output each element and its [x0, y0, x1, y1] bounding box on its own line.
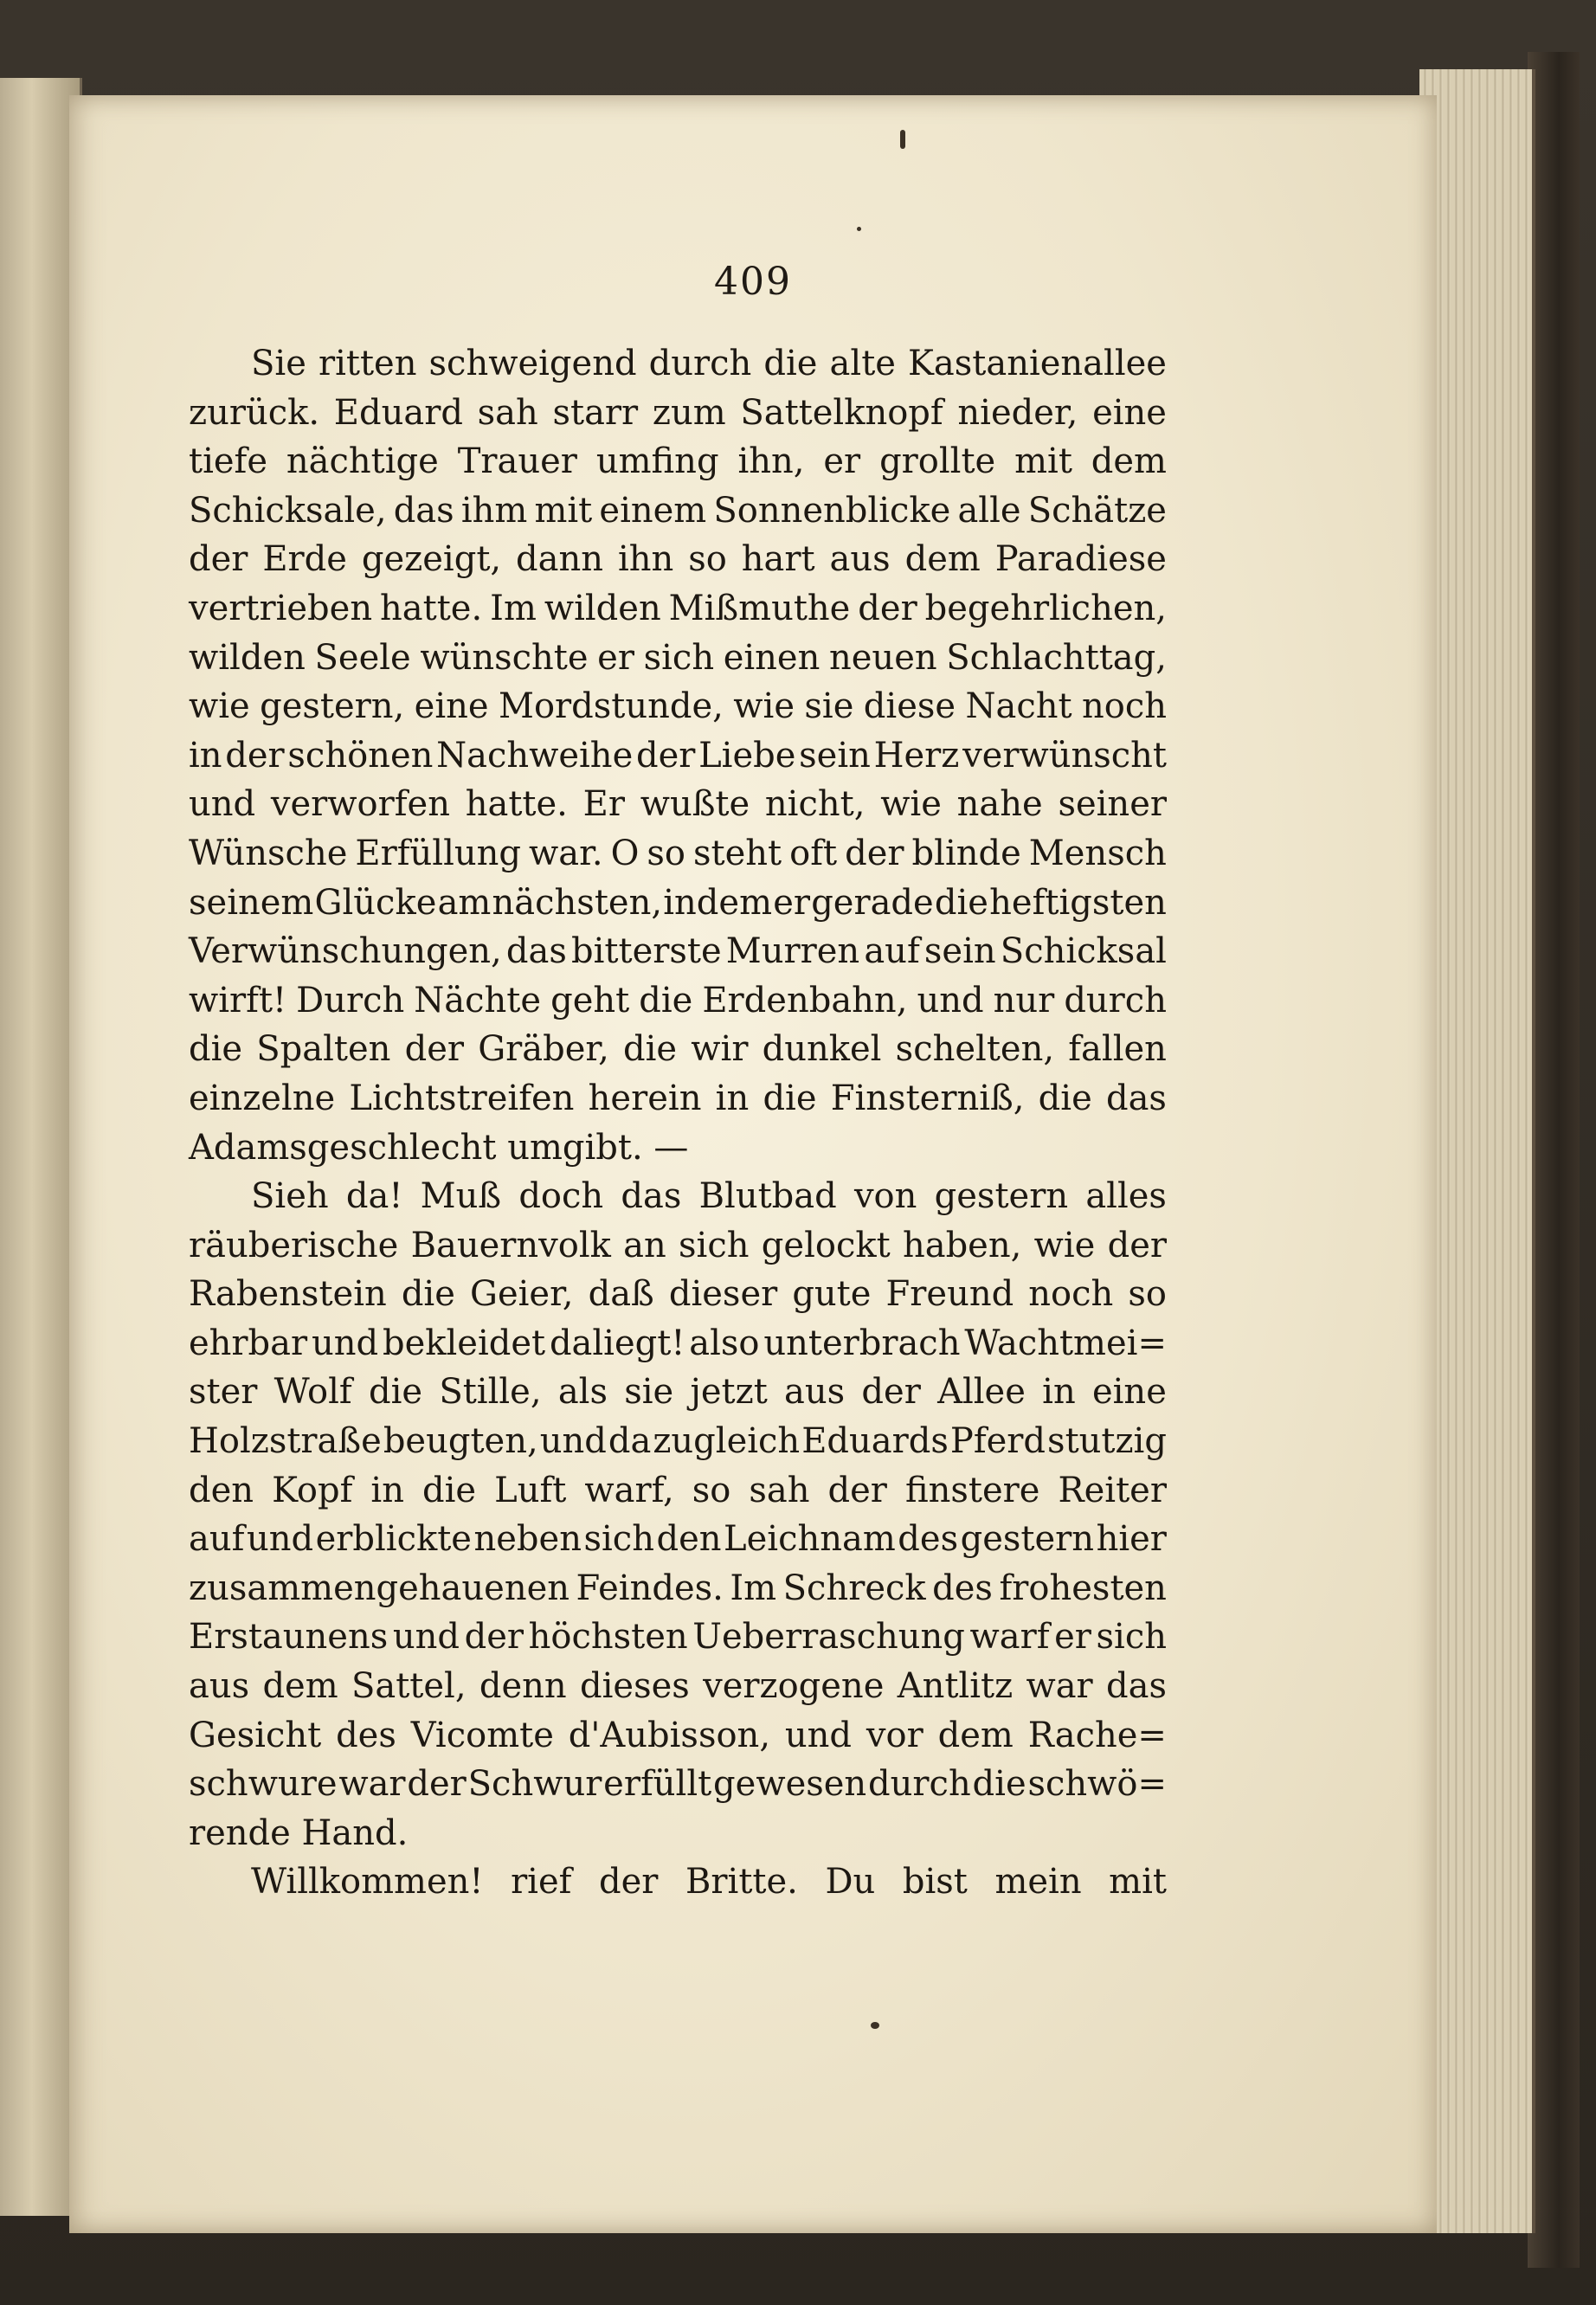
text-line: der Erde gezeigt, dann ihn so hart aus dem Paradiese: [189, 539, 1167, 580]
text-line: Adamsgeschlecht umgibt. —: [189, 1127, 689, 1168]
text-line: zusammengehauenen Feindes. Im Schreck des frohesten: [189, 1568, 1167, 1608]
text-line: aus dem Sattel, denn dieses verzogene Antlitz war das: [189, 1666, 1167, 1707]
text-line: die Spalten der Gräber, die wir dunkel schelten, fallen: [189, 1029, 1167, 1070]
text-line: Schicksale, das ihm mit einem Sonnenblicke alle Schätze: [189, 490, 1167, 531]
text-line: tiefe nächtige Trauer umfing ihn, er grollte mit dem: [189, 441, 1167, 482]
text-line: und verworfen hatte. Er wußte nicht, wie nahe seiner: [189, 784, 1167, 825]
body-text: [189, 339, 1167, 1907]
text-line: Sieh da! Muß doch das Blutbad von gestern alles: [251, 1176, 1167, 1217]
text-line: vertrieben hatte. Im wilden Mißmuthe der begehrlichen,: [189, 588, 1167, 628]
ink-speck: [857, 227, 861, 231]
book-cover-board: [1528, 52, 1580, 2268]
text-line: Rabenstein die Geier, daß dieser gute Freund noch so: [189, 1274, 1167, 1315]
text-line: rende Hand.: [189, 1812, 409, 1853]
text-line: wilden Seele wünschte er sich einen neuen Schlachttag,: [189, 637, 1167, 678]
text-line: räuberische Bauernvolk an sich gelockt haben, wie der: [189, 1225, 1167, 1265]
text-line: einzelne Lichtstreifen herein in die Finsterniß, die das: [189, 1078, 1167, 1118]
text-line: den Kopf in die Luft warf, so sah der finstere Reiter: [189, 1470, 1167, 1510]
text-line: Gesicht des Vicomte d'Aubisson, und vor dem Rache=: [189, 1715, 1167, 1755]
text-line: schwure war der Schwur erfüllt gewesen durch die schwö=: [189, 1764, 1167, 1805]
text-line: Erstaunens und der höchsten Ueberraschung warf er sich: [189, 1617, 1167, 1658]
text-line: Sie ritten schweigend durch die alte Kastanienallee: [251, 344, 1167, 383]
text-line: Wünsche Erfüllung war. O so steht oft der blinde Mensch: [189, 833, 1167, 873]
ink-speck: [871, 2022, 879, 2029]
page-stack-edges: [1419, 69, 1535, 2233]
text-line: Holzstraße beugten, und da zugleich Eduards Pferd stutzig: [189, 1421, 1167, 1462]
text-line: ehrbar und bekleidet daliegt! also unterbrach Wachtmei=: [189, 1323, 1167, 1363]
text-line: Verwünschungen, das bitterste Murren auf sein Schicksal: [189, 931, 1167, 972]
text-line: Willkommen! rief der Britte. Du bist mein mit: [251, 1862, 1167, 1903]
text-line: wie gestern, eine Mordstunde, wie sie diese Nacht noch: [189, 686, 1167, 727]
text-line: zurück. Eduard sah starr zum Sattelknopf nieder, eine: [189, 392, 1167, 433]
text-line: wirft! Durch Nächte geht die Erdenbahn, und nur durch: [189, 980, 1167, 1021]
page-number: 409: [714, 260, 792, 304]
text-line: seinem Glücke am nächsten, indem er gerade die heftigsten: [189, 882, 1167, 923]
text-line: in der schönen Nachweihe der Liebe sein Herz verwünscht: [189, 735, 1167, 776]
text-line: ster Wolf die Stille, als sie jetzt aus der Allee in eine: [189, 1372, 1167, 1413]
text-line: auf und erblickte neben sich den Leichnam des gestern hier: [189, 1519, 1167, 1560]
ink-speck: [900, 130, 905, 149]
